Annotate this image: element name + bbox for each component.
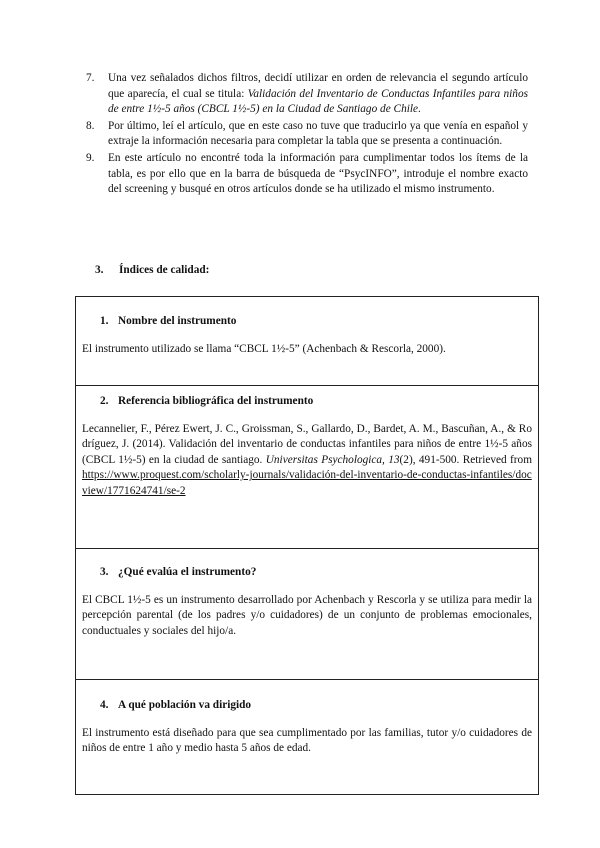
list-item [80, 71, 528, 118]
row-title: A qué población va dirigido [118, 699, 252, 711]
row-heading [82, 565, 532, 581]
table-row-instrument-name [76, 314, 538, 386]
list-item-number: 7. [86, 72, 95, 84]
reference-link[interactable]: https://www.proquest.com/scholarly-journals/validación-del-inventario-de-conductas-infantiles/docview/1771624741/se-2 [82, 469, 532, 497]
row-number: 4. [100, 699, 109, 711]
article-title: Validación del Inventario de Conductas Infantiles para niños de entre 1½-5 años (CBCL 1½-5) en la Ciudad de Santiago de Chile [108, 87, 529, 116]
row-title: Referencia bibliográfica del instrumento [118, 395, 314, 407]
quality-table [75, 296, 539, 795]
row-number: 1. [100, 315, 109, 327]
numbered-steps-list [80, 71, 528, 199]
row-heading [82, 698, 532, 714]
section-title: Índices de calidad: [119, 264, 210, 276]
reference-authors: Lecannelier, F., Pérez Ewert, J. C., Groissman, S., Gallardo, D., Bardet, A. M., Bascuñan, A., & Rodríguez, J. (2014). Validación del inventario de conductas infantiles para niños de entre 1½-5 años (CBCL 1½-5) en la ciudad de santiago. [82, 422, 532, 466]
reference-journal: Universitas Psychologica, 13 [265, 453, 400, 466]
row-title: Nombre del instrumento [118, 315, 237, 327]
row-heading [82, 314, 532, 330]
list-item [80, 151, 528, 198]
row-number: 2. [100, 395, 109, 407]
row-body: El CBCL 1½-5 es un instrumento desarrollado por Achenbach y Rescorla y se utiliza para medir la percepción parental (de los padres y/o cuidadores) de un conjunto de problemas emocionales, conductuales y sociales del hijo/a. [82, 593, 532, 637]
row-heading [82, 394, 532, 410]
table-row-what-evaluates [76, 565, 538, 680]
list-item-text: Una vez señalados dichos filtros, decidí utilizar en orden de relevancia el segundo artículo que aparecía, el cual se titula: [108, 72, 528, 100]
section-number: 3. [95, 264, 104, 276]
reference-text [82, 422, 532, 500]
row-number: 3. [100, 566, 109, 578]
row-body: El instrumento está diseñado para que sea cumplimentado por las familias, tutor y/o cuidadores de niños de entre 1 año y medio hasta 5 años de edad. [82, 726, 532, 755]
list-item-text: En este artículo no encontré toda la información para cumplimentar todos los ítems de la tabla, es por ello que en la barra de búsqueda de “PsycINFO”, introduje el nombre exacto del screening y busqué en otros artículos donde se ha utilizado el mismo instrumento. [108, 151, 528, 196]
row-body: El instrumento utilizado se llama “CBCL 1½-5” (Achenbach & Rescorla, 2000). [82, 342, 446, 355]
table-row-reference [76, 394, 538, 549]
section-heading [95, 263, 209, 279]
list-item-number: 8. [86, 119, 95, 132]
table-row-target-population [76, 698, 538, 794]
row-title: ¿Qué evalúa el instrumento? [118, 566, 257, 578]
list-item [80, 119, 528, 150]
list-item-text: Por último, leí el artículo, que en este caso no tuve que traducirlo ya que venía en español y extraje la información necesaria para completar la tabla que se presenta a continuación. [108, 119, 528, 148]
list-item-number: 9. [86, 151, 95, 164]
reference-issue: (2), 491-500. Retrieved from [399, 453, 532, 466]
list-item-text-end: . [418, 103, 421, 116]
